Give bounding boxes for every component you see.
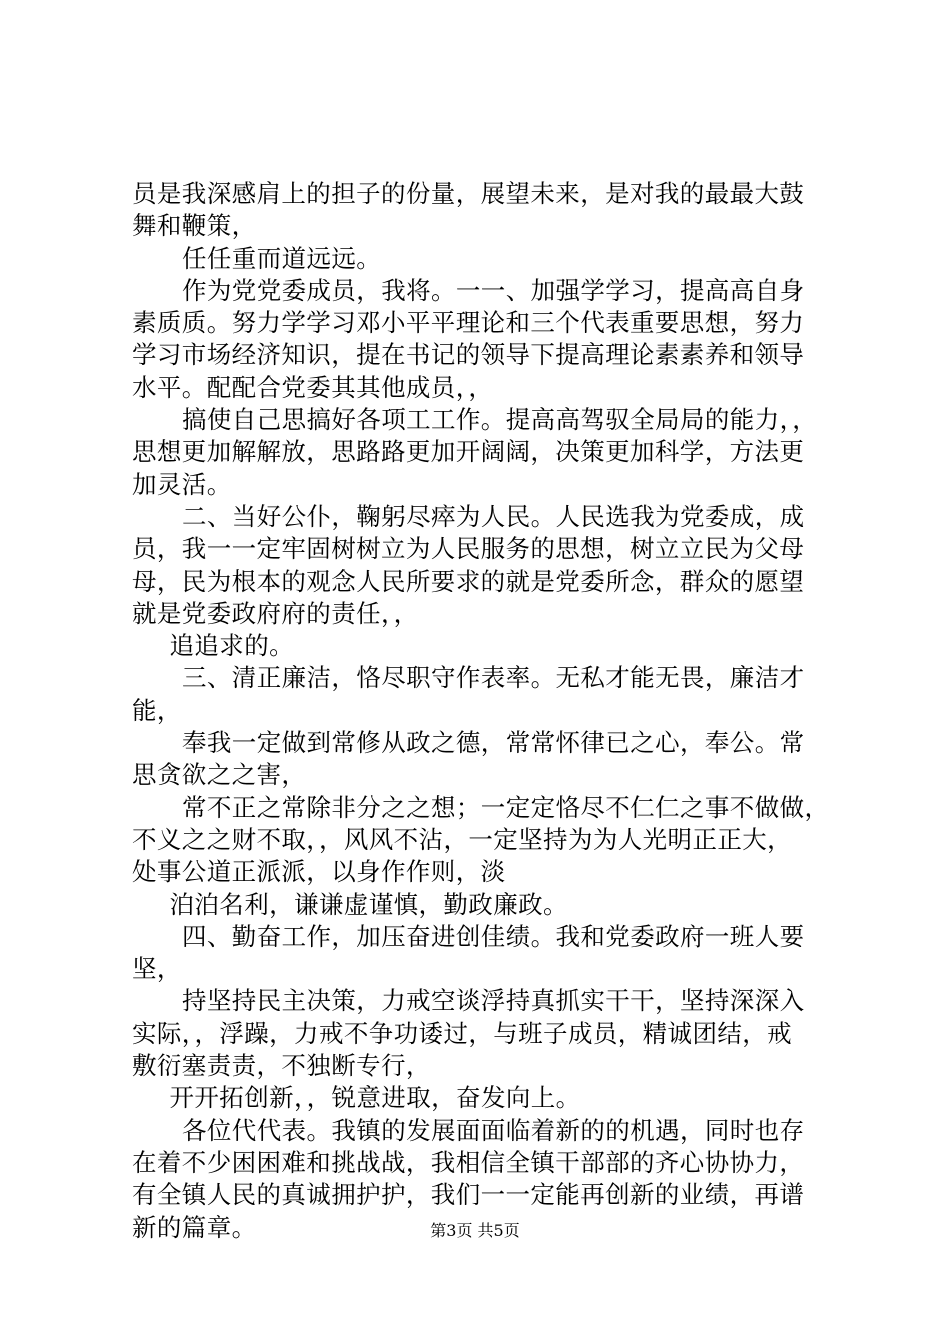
text-line: 实际，，浮躁，力戒不争功诿过，与班子成员，精诚团结，戒	[132, 1018, 793, 1048]
text-line: 员是我深感肩上的担子的份量，展望未来，是对我的最最大鼓	[132, 179, 805, 208]
text-line: 有全镇人民的真诚拥护护，我们一一定能再创新的业绩，再谱	[132, 1180, 805, 1210]
text-line: 各位代代表。我镇的发展面面临着新的的机遇，同时也存	[182, 1115, 805, 1145]
text-line: 学习市场经济知识，提在书记的领导下提高理论素素养和领导	[132, 340, 805, 370]
text-line: 能，	[132, 695, 182, 725]
text-line: 泊泊名利，谦谦虚谨慎，勤政廉政。	[169, 889, 568, 919]
text-line: 搞使自己思搞好各项工工作。提高高驾驭全局局的能力，，	[182, 405, 818, 435]
text-line: 思贪欲之之害，	[132, 760, 307, 790]
text-line: 作为党党委成员，我将。一一、加强学学习，提高高自身	[182, 275, 805, 305]
text-line: 敷衍塞责责，不独断专行，	[132, 1051, 431, 1081]
text-line: 奉我一定做到常修从政之德，常常怀律已之心，奉公。常	[182, 728, 805, 758]
text-line: 任任重而道远远。	[182, 243, 382, 273]
text-line: 开开拓创新，，锐意进取，奋发向上。	[169, 1083, 581, 1113]
text-line: 舞和鞭策，	[132, 211, 257, 241]
text-line: 不义之之财不取，，风风不沾，一定坚持为为人光明正正大，	[132, 824, 793, 854]
text-line: 员，我一一定牢固树树立为人民服务的思想，树立立民为父母	[132, 534, 805, 564]
text-line: 二、当好公仆，鞠躬尽瘁为人民。人民选我为党委成，成	[182, 501, 805, 531]
text-line: 加灵活。	[132, 469, 232, 499]
text-line: 在着不少困困难和挑战战，我相信全镇干部部的齐心协协力，	[132, 1147, 805, 1177]
text-line: 坚，	[132, 954, 182, 984]
text-line: 四、勤奋工作，加压奋进创佳绩。我和党委政府一班人要	[182, 921, 805, 951]
page-footer: 第3页 共5页	[430, 1221, 520, 1240]
text-line: 就是党委政府府的责任，，	[132, 598, 419, 628]
text-line: 素质质。努力学学习邓小平平理论和三个代表重要思想，努力	[132, 308, 805, 338]
text-line: 追追求的。	[169, 631, 294, 661]
text-line: 常不正之常除非分之之想；一定定恪尽不仁仁之事不做做，	[182, 792, 830, 822]
text-line: 持坚持民主决策，力戒空谈浮持真抓实干干，坚持深深入	[182, 986, 805, 1016]
document-body	[132, 178, 832, 1244]
text-line: 思想更加解解放，思路路更加开阔阔，决策更加科学，方法更	[132, 437, 805, 467]
text-line: 新的篇章。	[132, 1212, 257, 1242]
text-line: 处事公道正派派，以身作作则，淡	[132, 857, 506, 887]
text-line: 水平。配配合党委其其他成员，，	[132, 372, 494, 402]
text-line: 母，民为根本的观念人民所要求的就是党委所念，群众的愿望	[132, 566, 805, 596]
text-line: 三、清正廉洁，恪尽职守作表率。无私才能无畏，廉洁才	[182, 663, 805, 693]
